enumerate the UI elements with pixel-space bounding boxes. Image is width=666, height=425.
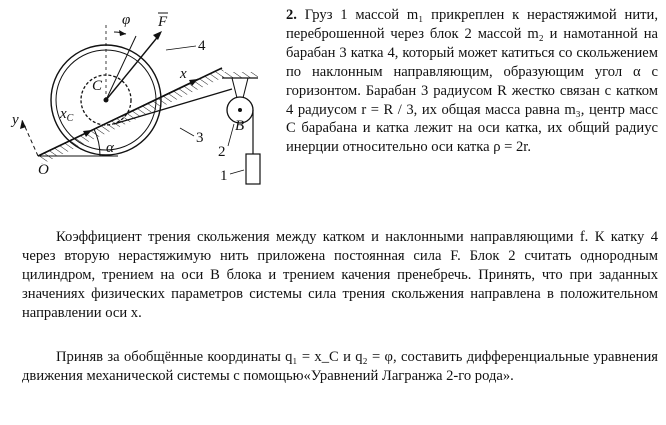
label-3: 3 <box>196 130 204 146</box>
label-c: C <box>92 78 103 94</box>
label-phi: φ <box>122 12 131 28</box>
leader-3 <box>180 128 194 136</box>
problem-number: 2. <box>286 7 297 23</box>
weight-1 <box>246 154 260 184</box>
leader-1 <box>230 170 244 174</box>
label-1: 1 <box>220 168 228 184</box>
paragraph-3: Приняв за обобщённые координаты q₁ = x_C и q₂ = φ, составить дифференциальные уравнения движения механической системы с помощью«Уравнений Лагранжа 2-го рода». <box>22 349 658 384</box>
label-y: y <box>12 112 19 128</box>
leader-4 <box>166 46 196 50</box>
label-force: F <box>158 14 168 30</box>
label-alpha: α <box>106 140 114 156</box>
leader-2 <box>228 124 234 146</box>
mechanism-figure <box>8 6 280 196</box>
label-x: x <box>180 66 187 82</box>
paragraph-1-text: Груз 1 массой m₁ прикреплен к нерастяжимой нити, переброшенной через блок 2 массой m₂ и намотанной на барабан 3 катка 4, который может катиться со скольжением по наклонным направляющим, образующим угол α с горизонтом. Барабан 3 радиусом R жестко связан с катком 4 радиусом r = R / 3, их общая масса равна m₃, центр масс C барабана и катка лежит на оси катка, их общий радиус инерции относительно оси катка ρ = 2r. <box>286 7 658 156</box>
paragraph-2-block <box>22 228 658 323</box>
label-xc: $x_C$ <box>60 106 74 124</box>
phi-arrow <box>119 30 126 36</box>
paragraph-2: Коэффициент трения скольжения между катком и наклонными направляющими f. К катку 4 через вторую нерастяжимую нить приложена постоянная сила F. Блок 2 считать однородным цилиндром, трением на оси B блока и трением качения пренебречь. Принять, что при заданных значениях физических параметров системы сила трения скольжения направлена в положительном направлении оси x. <box>22 229 658 321</box>
force-f-arrow <box>153 31 162 40</box>
label-b: B <box>235 118 245 134</box>
label-2: 2 <box>218 144 226 160</box>
label-o: O <box>38 162 49 178</box>
paragraph-3-block <box>22 348 658 386</box>
force-f-line <box>106 34 160 100</box>
problem-text-right <box>286 6 658 157</box>
block-center <box>238 108 242 112</box>
label-4: 4 <box>198 38 206 54</box>
paragraph-1 <box>286 6 658 157</box>
